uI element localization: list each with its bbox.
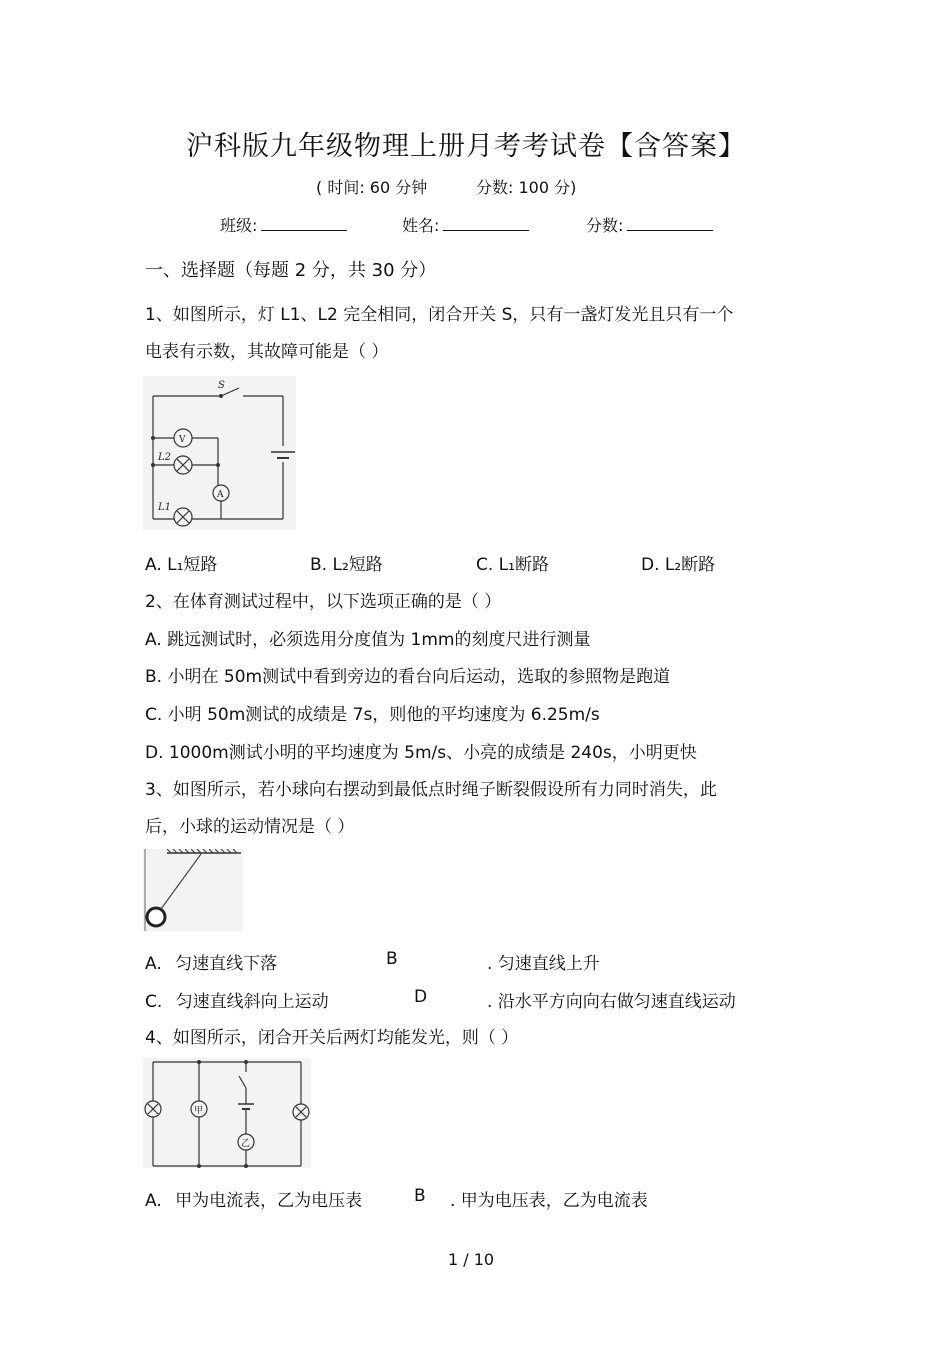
q2-stem: 2、在体育测试过程中，以下选项正确的是（ ） [145, 592, 502, 612]
yi-meter-label: 乙 [241, 1139, 251, 1149]
q4-option-a-letter: A. [145, 1191, 162, 1211]
q3-stem-line1: 3、如图所示，若小球向右摆动到最低点时绳子断裂假设所有力同时消失，此 [145, 780, 717, 800]
q3-option-b-text: . 匀速直线上升 [487, 954, 600, 974]
q3-option-d-text: . 沿水平方向向右做匀速直线运动 [487, 992, 736, 1012]
ammeter-label: A [217, 490, 224, 500]
q4-option-a [145, 1186, 362, 1211]
exam-total-score: 分数: 100 分) [476, 178, 577, 197]
q2-option-d: D. 1000m测试小明的平均速度为 5m/s、小亮的成绩是 240s，小明更快 [145, 743, 697, 763]
name-label: 姓名: [402, 216, 440, 235]
page-title: 沪科版九年级物理上册月考考试卷【含答案】 [186, 131, 746, 162]
jia-meter-label: 甲 [194, 1106, 204, 1116]
page-number: 1 / 10 [448, 1250, 495, 1269]
section-heading: 一、选择题（每题 2 分，共 30 分） [145, 260, 437, 281]
q4-stem: 4、如图所示，闭合开关后两灯均能发光，则（ ） [145, 1028, 519, 1048]
class-label: 班级: [220, 216, 258, 235]
q3-option-c-letter: C. [145, 992, 163, 1012]
q1-option-d: D. L₂断路 [641, 555, 716, 575]
q4-option-b-letter: B [414, 1186, 426, 1206]
q4-option-b-text: . 甲为电压表，乙为电流表 [450, 1191, 648, 1211]
name-field [402, 213, 529, 236]
name-blank [443, 216, 529, 231]
q1-option-c: C. L₁断路 [476, 555, 549, 575]
q1-stem-line2: 电表有示数，其故障可能是（ ） [145, 342, 389, 362]
q1-option-b: B. L₂短路 [310, 555, 383, 575]
q2-option-c: C. 小明 50m测试的成绩是 7s，则他的平均速度为 6.25m/s [145, 705, 600, 725]
q3-option-a-letter: A. [145, 954, 162, 974]
q1-option-a: A. L₁短路 [145, 555, 218, 575]
switch-label: S [218, 380, 225, 391]
q1-circuit-diagram [143, 376, 296, 530]
q3-option-c [145, 987, 329, 1012]
q1-stem-line1: 1、如图所示，灯 L1、L2 完全相同，闭合开关 S，只有一盏灯发光且只有一个 [145, 305, 734, 325]
q4-circuit-diagram [143, 1058, 311, 1168]
score-blank [627, 216, 713, 231]
q3-option-d-letter: D [414, 987, 428, 1007]
q3-stem-line2: 后，小球的运动情况是（ ） [145, 817, 355, 837]
q2-option-a: A. 跳远测试时，必须选用分度值为 1mm的刻度尺进行测量 [145, 630, 591, 650]
q3-option-a [145, 949, 277, 974]
class-field [220, 213, 347, 236]
lamp2-label: L2 [158, 452, 172, 463]
q3-option-a-text: 匀速直线下落 [175, 954, 278, 974]
lamp1-label: L1 [158, 502, 172, 513]
score-field [586, 213, 713, 236]
q3-pendulum-diagram [143, 849, 243, 931]
class-blank [261, 216, 347, 231]
q4-option-a-text: 甲为电流表，乙为电压表 [175, 1191, 363, 1211]
score-label: 分数: [586, 216, 624, 235]
q2-option-b: B. 小明在 50m测试中看到旁边的看台向后运动，选取的参照物是跑道 [145, 667, 671, 687]
q3-option-b-letter: B [386, 949, 398, 969]
voltmeter-label: V [179, 435, 186, 445]
exam-time: ( 时间: 60 分钟 [316, 178, 428, 197]
q3-option-c-text: 匀速直线斜向上运动 [175, 992, 329, 1012]
